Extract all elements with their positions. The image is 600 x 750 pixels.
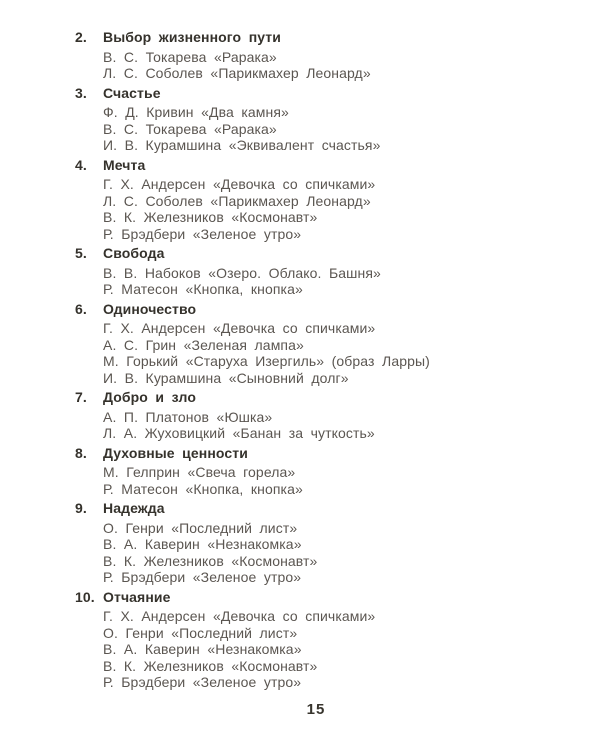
section-title: Выбор жизненного пути — [103, 29, 281, 45]
section-number: 10. — [75, 588, 95, 605]
work-item: Р. Матесон «Кнопка, кнопка» — [103, 480, 303, 497]
work-item: И. В. Курамшина «Эквивалент счастья» — [103, 137, 381, 153]
theme-section — [0, 242, 600, 298]
work-item: И. В. Курамшина «Сыновний долг» — [103, 369, 349, 386]
section-title: Надежда — [103, 500, 165, 516]
work-item: Р. Брэдбери «Зеленое утро» — [103, 674, 302, 690]
work-item: Р. Брэдбери «Зеленое утро» — [103, 569, 302, 585]
work-item: А. П. Платонов «Юшка» — [103, 408, 273, 425]
section-number: 8. — [75, 444, 87, 461]
section-heading — [0, 497, 600, 520]
work-item: О. Генри «Последний лист» — [103, 624, 298, 641]
work-item: В. К. Железников «Космонавт» — [103, 657, 318, 674]
section-heading — [0, 442, 600, 465]
section-title: Счастье — [103, 84, 161, 101]
work-item: В. К. Железников «Космонавт» — [103, 209, 318, 225]
section-heading — [0, 82, 600, 105]
section-title: Свобода — [103, 245, 165, 261]
work-item: В. С. Токарева «Рарака» — [103, 120, 277, 137]
work-item: Г. Х. Андерсен «Девочка со спичками» — [103, 176, 376, 192]
theme-section — [0, 386, 600, 442]
work-item: А. С. Грин «Зеленая лампа» — [103, 336, 304, 353]
theme-section — [0, 26, 600, 82]
work-item: Ф. Д. Кривин «Два камня» — [103, 104, 289, 120]
section-title: Отчаяние — [103, 588, 171, 605]
section-number: 5. — [75, 245, 87, 261]
section-number: 7. — [75, 389, 87, 405]
work-item: О. Генри «Последний лист» — [103, 519, 298, 536]
work-item: В. А. Каверин «Незнакомка» — [103, 641, 302, 657]
section-number: 2. — [75, 29, 87, 45]
section-number: 4. — [75, 156, 87, 173]
section-title: Одиночество — [103, 300, 197, 317]
section-title: Мечта — [103, 156, 146, 173]
work-item: М. Горький «Старуха Изергиль» (образ Ларры) — [103, 353, 430, 369]
section-title: Духовные ценности — [103, 444, 248, 461]
work-item: Г. Х. Андерсен «Девочка со спичками» — [103, 320, 376, 336]
section-number: 3. — [75, 84, 87, 101]
work-item: Л. С. Соболев «Парикмахер Леонард» — [103, 192, 371, 209]
section-heading — [0, 154, 600, 177]
theme-section — [0, 497, 600, 586]
section-number: 6. — [75, 300, 87, 317]
work-item: М. Гелприн «Свеча горела» — [103, 464, 296, 480]
theme-section — [0, 586, 600, 691]
work-item: Л. С. Соболев «Парикмахер Леонард» — [103, 65, 371, 81]
section-title: Добро и зло — [103, 389, 196, 405]
work-item: Р. Брэдбери «Зеленое утро» — [103, 225, 302, 242]
theme-section — [0, 154, 600, 243]
work-item: Л. А. Жуховицкий «Банан за чуткость» — [103, 425, 375, 441]
section-heading — [0, 26, 600, 49]
work-item: Р. Матесон «Кнопка, кнопка» — [103, 281, 303, 297]
section-number: 9. — [75, 500, 87, 516]
section-heading — [0, 386, 600, 409]
theme-section — [0, 442, 600, 498]
work-item: В. К. Железников «Космонавт» — [103, 552, 318, 569]
section-heading — [0, 298, 600, 321]
work-item: Г. Х. Андерсен «Девочка со спичками» — [103, 608, 376, 624]
theme-section — [0, 82, 600, 154]
section-heading — [0, 586, 600, 609]
theme-section — [0, 298, 600, 387]
page-number: 15 — [306, 701, 326, 718]
work-item: В. А. Каверин «Незнакомка» — [103, 536, 302, 552]
work-item: В. С. Токарева «Рарака» — [103, 48, 277, 65]
work-item: В. В. Набоков «Озеро. Облако. Башня» — [103, 264, 381, 281]
theme-list — [0, 26, 600, 691]
section-heading — [0, 242, 600, 265]
